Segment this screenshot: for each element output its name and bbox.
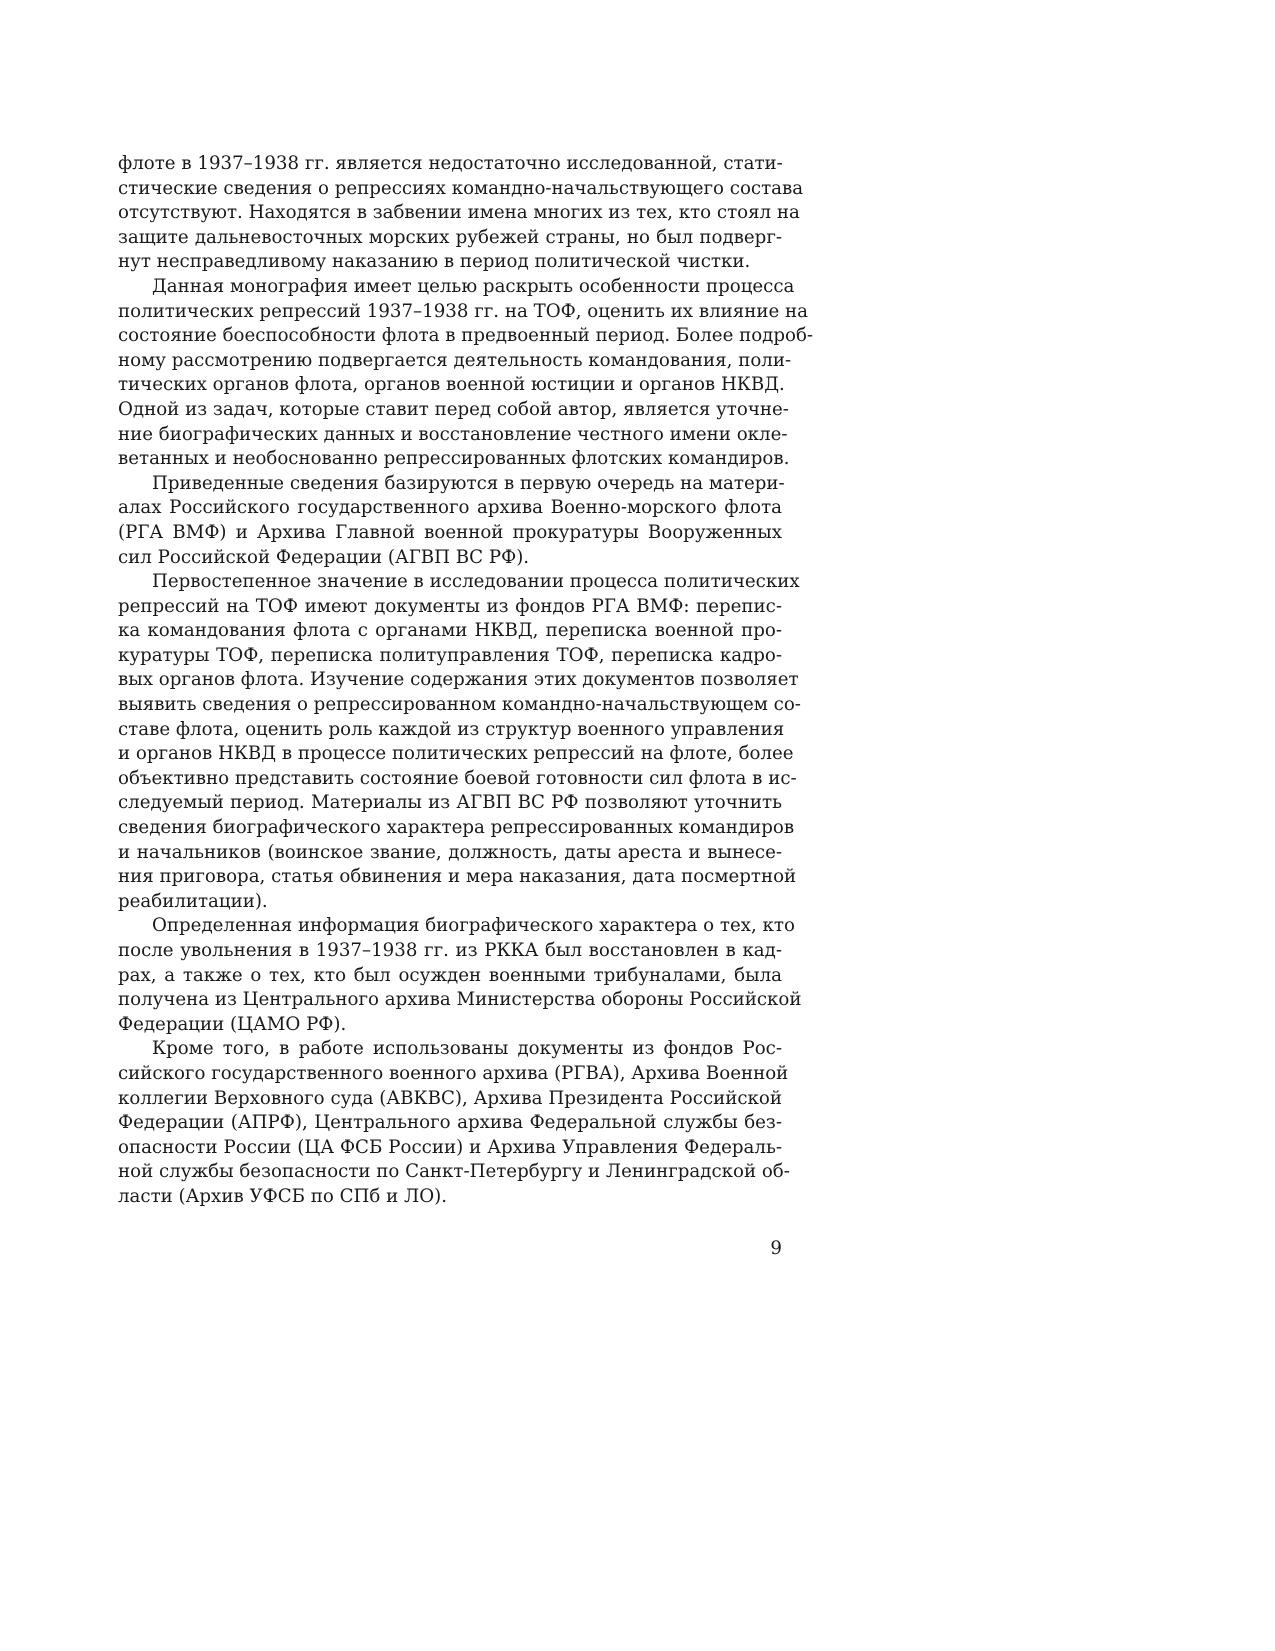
text-line: следуемый период. Материалы из АГВП ВС РФ позволяют уточнить [118, 792, 782, 814]
page-number: 9 [770, 1238, 782, 1259]
text-line: ной службы безопасности по Санкт-Петербургу и Ленинградской об- [118, 1161, 790, 1183]
text-line: реабилитации). [118, 890, 268, 912]
text-line: Первостепенное значение в исследовании процесса политических [152, 571, 800, 593]
text-line: нут несправедливому наказанию в период политической чистки. [118, 251, 751, 273]
text-line: получена из Центрального архива Министерства обороны Российской [118, 989, 802, 1011]
text-line: стические сведения о репрессиях командно-начальствующего состава [118, 177, 804, 199]
text-line: Одной из задач, которые ставит перед собой автор, является уточне- [118, 398, 789, 420]
paragraph [118, 472, 785, 570]
text-line: ния приговора, статья обвинения и мера наказания, дата посмертной [118, 866, 797, 888]
text-line: сийского государственного военного архива (РГВА), Архива Военной [118, 1062, 789, 1084]
text-line: рах, а также о тех, кто был осужден военными трибуналами, была [118, 964, 782, 986]
text-line: Данная монография имеет целью раскрыть особенности процесса [152, 275, 795, 297]
text-line: репрессий на ТОФ имеют документы из фондов РГА ВМФ: перепис- [118, 595, 782, 617]
text-line: алах Российского государственного архива Военно-морского флота [118, 497, 782, 519]
text-line: защите дальневосточных морских рубежей страны, но был подверг- [118, 226, 782, 248]
text-line: сил Российской Федерации (АГВП ВС РФ). [118, 546, 530, 568]
text-line: коллегии Верховного суда (АВКВС), Архива Президента Российской [118, 1087, 782, 1109]
text-line: вых органов флота. Изучение содержания этих документов позволяет [118, 669, 799, 691]
text-line: Кроме того, в работе использованы документы из фондов Рос- [152, 1038, 782, 1060]
text-line: и начальников (воинское звание, должность, даты ареста и вынесе- [118, 841, 782, 863]
text-line: опасности России (ЦА ФСБ России) и Архива Управления Федераль- [118, 1136, 782, 1158]
body-text [118, 152, 814, 1210]
text-line: политических репрессий 1937–1938 гг. на ТОФ, оценить их влияние на [118, 300, 808, 322]
text-line: ласти (Архив УФСБ по СПб и ЛО). [118, 1185, 447, 1207]
text-line: Федерации (ЦАМО РФ). [118, 1013, 347, 1035]
paragraph [118, 152, 804, 275]
text-line: ному рассмотрению подвергается деятельность командования, поли- [118, 349, 792, 371]
text-line: отсутствуют. Находятся в забвении имена многих из тех, кто стоял на [118, 202, 800, 224]
text-line: Приведенные сведения базируются в первую очередь на матери- [152, 472, 785, 494]
text-line: куратуры ТОФ, переписка политуправления ТОФ, переписка кадро- [118, 644, 782, 666]
text-line: сведения биографического характера репрессированных командиров [118, 817, 795, 839]
text-line: ветанных и необоснованно репрессированных флотских командиров. [118, 448, 790, 470]
text-line: Федерации (АПРФ), Центрального архива Федеральной службы без- [118, 1112, 782, 1134]
text-line: выявить сведения о репрессированном командно-начальствующем со- [118, 694, 801, 716]
paragraph [118, 1037, 790, 1209]
text-line: состояние боеспособности флота в предвоенный период. Более подроб- [118, 325, 814, 347]
paragraph [118, 570, 801, 914]
text-line: Определенная информация биографического характера о тех, кто [152, 915, 795, 937]
paragraph [118, 275, 814, 472]
text-line: после увольнения в 1937–1938 гг. из РККА был восстановлен в кад- [118, 940, 782, 961]
text-line: (РГА ВМФ) и Архива Главной военной прокуратуры Вооруженных [118, 521, 782, 543]
text-line: объективно представить состояние боевой готовности сил флота в ис- [118, 767, 797, 789]
text-line: ка командования флота с органами НКВД, переписка военной про- [118, 620, 782, 642]
text-line: тических органов флота, органов военной юстиции и органов НКВД. [118, 374, 785, 396]
text-line: флоте в 1937–1938 гг. является недостаточно исследованной, стати- [118, 153, 783, 174]
paragraph [118, 914, 802, 1037]
text-line: ставе флота, оценить роль каждой из структур военного управления [118, 718, 785, 740]
text-line: и органов НКВД в процессе политических репрессий на флоте, более [118, 743, 794, 765]
text-line: ние биографических данных и восстановление честного имени окле- [118, 423, 788, 445]
